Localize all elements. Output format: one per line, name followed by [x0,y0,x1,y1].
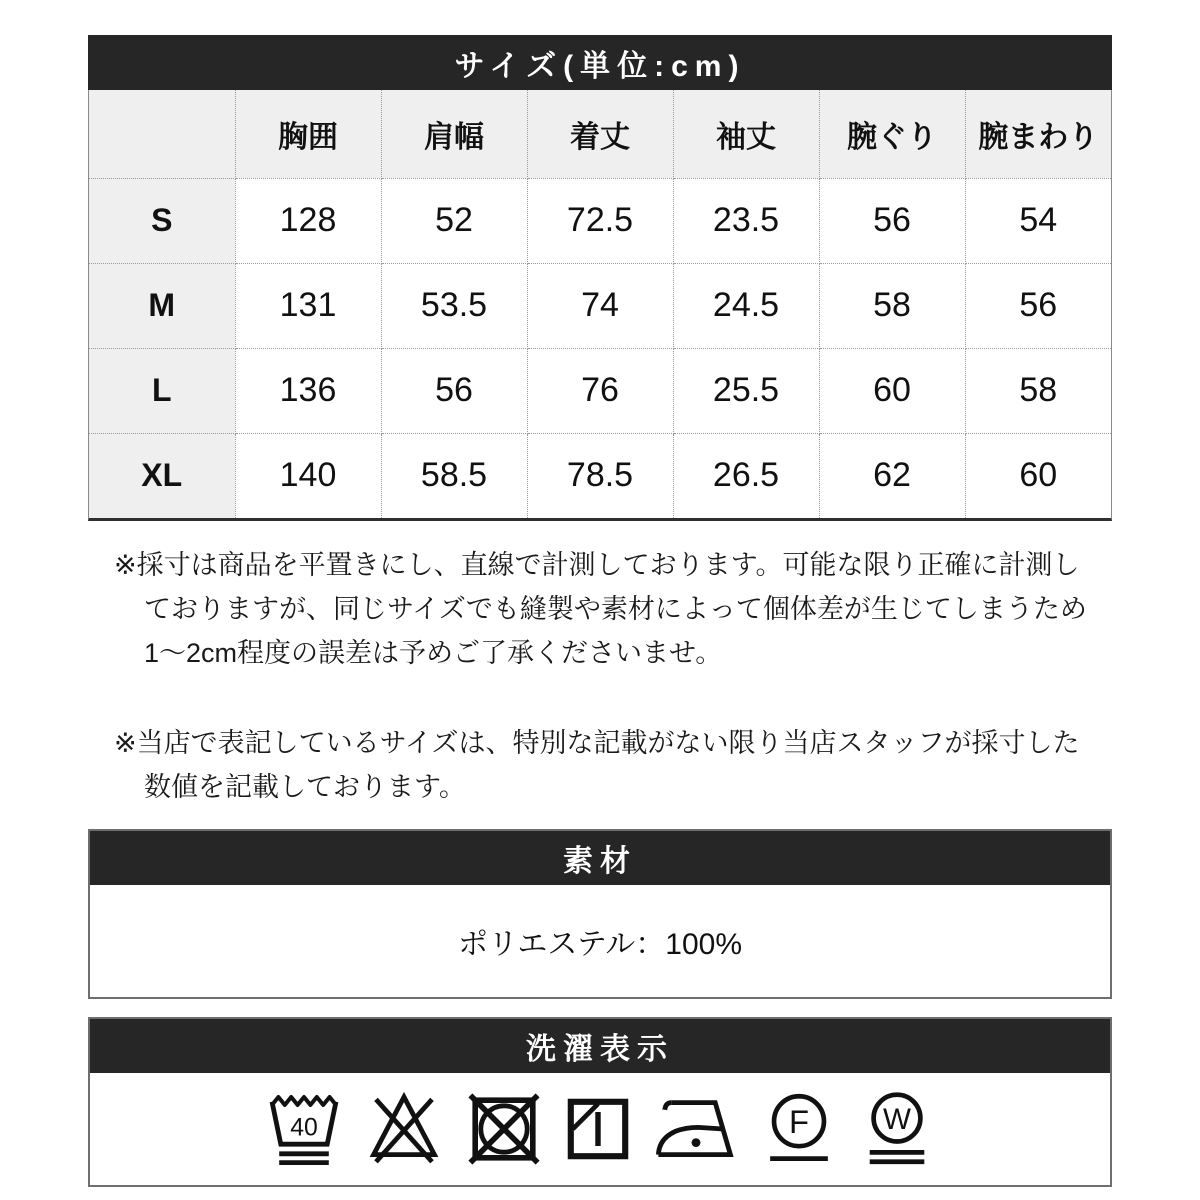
shade-hang-dry-icon [564,1095,632,1163]
note-line: 数値を記載しております。 [144,772,466,802]
column-header-armhole: 腕ぐり [819,90,965,178]
measurement-note [114,543,1102,675]
size-value-cell: 56 [381,348,527,433]
size-value-cell: 140 [235,433,381,518]
column-header-chest: 胸囲 [235,90,381,178]
size-value-cell: 52 [381,178,527,263]
size-value-cell: 60 [965,433,1111,518]
care-section-title: 洗濯表示 [526,1033,674,1066]
professional-dry-clean-gentle-icon [760,1090,838,1168]
size-row-xl [89,433,1111,518]
svg-text:F: F [788,1102,810,1140]
care-section [88,1017,1112,1187]
size-value-cell: 53.5 [381,263,527,348]
note-line: ※採寸は商品を平置きにし、直線で計測しております。可能な限り正確に計測し [114,550,1080,580]
size-value-cell: 136 [235,348,381,433]
size-info-panel [88,0,1112,1187]
do-not-tumble-dry-icon [464,1089,544,1169]
size-value-cell: 62 [819,433,965,518]
column-header-arm-circumference: 腕まわり [965,90,1111,178]
material-section-title: 素材 [563,845,637,878]
size-row-m [89,263,1111,348]
material-section [88,829,1112,999]
column-header-length: 着丈 [527,90,673,178]
row-label: M [89,263,235,348]
svg-text:W: W [883,1103,911,1136]
row-label: L [89,348,235,433]
size-table-header-row [89,90,1111,178]
size-value-cell: 60 [819,348,965,433]
size-section-title: サイズ(単位:cm) [454,49,746,83]
size-value-cell: 128 [235,178,381,263]
size-value-cell: 58.5 [381,433,527,518]
notes [88,521,1112,809]
size-value-cell: 131 [235,263,381,348]
size-row-l [89,348,1111,433]
iron-low-one-dot-icon [652,1093,740,1165]
material-value: ポリエステル：100% [457,928,743,961]
column-header-shoulder: 肩幅 [381,90,527,178]
size-value-cell: 56 [819,178,965,263]
row-label: XL [89,433,235,518]
care-section-header [90,1019,1110,1073]
size-value-cell: 24.5 [673,263,819,348]
column-header-sleeve: 袖丈 [673,90,819,178]
note-line: ておりますが、同じサイズでも縫製や素材によって個体差が生じてしまうため [144,594,1087,624]
note-line: ※当店で表記しているサイズは、特別な記載がない限り当店スタッフが採寸した [114,728,1080,758]
note-line: 1〜2cm程度の誤差は予めご了承くださいませ。 [144,638,723,668]
size-row-s [89,178,1111,263]
size-value-cell: 74 [527,263,673,348]
size-value-cell: 54 [965,178,1111,263]
size-value-cell: 25.5 [673,348,819,433]
care-symbols-row [90,1073,1110,1185]
table-corner-cell [89,90,235,178]
do-not-bleach-icon [364,1089,444,1169]
size-section [88,35,1112,521]
size-table-wrap [88,90,1112,521]
size-section-header [88,35,1112,90]
material-content [90,885,1110,997]
size-value-cell: 23.5 [673,178,819,263]
size-value-cell: 76 [527,348,673,433]
size-value-cell: 56 [965,263,1111,348]
size-value-cell: 78.5 [527,433,673,518]
size-value-cell: 26.5 [673,433,819,518]
size-value-cell: 58 [965,348,1111,433]
staff-measured-note [114,721,1102,809]
row-label: S [89,178,235,263]
size-table [89,90,1111,518]
size-value-cell: 72.5 [527,178,673,263]
size-value-cell: 58 [819,263,965,348]
svg-text:40: 40 [290,1114,318,1142]
professional-wet-clean-very-gentle-icon [858,1090,936,1168]
wash-40-very-gentle-icon [264,1089,344,1169]
material-section-header [90,831,1110,885]
